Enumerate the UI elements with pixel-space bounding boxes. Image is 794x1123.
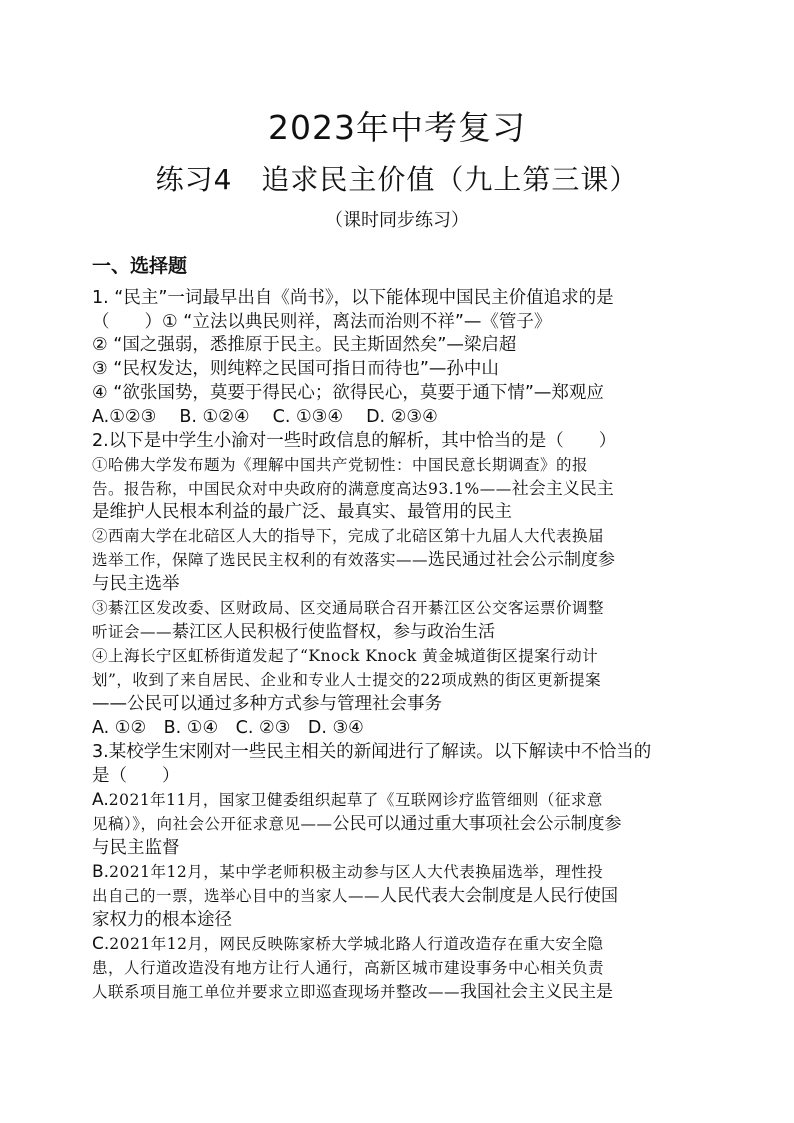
question-3-option-a-analysis: 与民主监督 — [92, 838, 180, 858]
question-3-stem-cont: 是（ ） — [92, 766, 180, 786]
question-2-item-4-text-cont: 划”，收到了来自居民、企业和专业人士提交的22项成熟的街区更新提案 — [92, 671, 602, 689]
question-1-choices: A.①②③ B. ①②④ C. ①③④ D. ②③④ — [92, 407, 438, 427]
question-2-item-1-analysis: 是维护人民根本利益的最广泛、最真实、最管用的民主 — [92, 502, 512, 522]
question-3-option-a-cont — [92, 812, 698, 836]
question-2-item-2-text-cont — [92, 548, 698, 572]
question-3-option-b — [92, 860, 698, 884]
question-2-item-3-text-cont — [92, 620, 698, 644]
question-3-option-c-cont: 患，人行道改造没有地方让行人通行，高新区城市建设事务中心相关负责 — [92, 959, 605, 977]
option-analysis: 我国社会主义民主是 — [460, 982, 614, 1002]
question-2-item-1-text-cont — [92, 477, 698, 501]
question-3-option-c-cont-2 — [92, 980, 698, 1004]
option-text: 人联系项目施工单位并要求立即巡查现场并整改—— — [92, 983, 461, 1001]
document-title: 2023年中考复习 — [268, 108, 526, 147]
question-2-stem: 2.以下是中学生小渝对一些时政信息的解析，其中恰当的是（ ） — [92, 431, 617, 451]
option-text: 见稿）》，向社会公开征求意见—— — [92, 815, 333, 833]
question-1-stem: 1. “民主”一词最早出自《尚书》，以下能体现中国民主价值追求的是 — [92, 288, 614, 308]
question-1-option-1: （ ）① “立法以典民则祥，离法而治则不祥”—《管子》 — [92, 312, 552, 332]
option-letter: C. — [92, 934, 110, 954]
exercise-title: 练习4 追求民主价值（九上第三课） — [155, 163, 639, 196]
question-3-option-a — [92, 788, 698, 812]
section-heading: 一、选择题 — [92, 255, 188, 277]
question-2-item-3-text: ③綦江区发改委、区财政局、区交通局联合召开綦江区公交客运票价调整 — [92, 599, 605, 617]
option-letter: B. — [92, 862, 110, 882]
question-2-item-4-analysis: ——公民可以通过多种方式参与管理社会事务 — [92, 694, 442, 714]
option-analysis: 人民代表大会制度是人民行使国 — [380, 886, 619, 906]
item-text: 告。报告称，中国民众对中央政府的满意度高达93.1%—— — [92, 480, 512, 498]
question-1-option-3: ③ “民权发达，则纯粹之民国可指日而待也”—孙中山 — [92, 359, 499, 379]
question-3-option-b-cont — [92, 884, 698, 908]
item-analysis: 綦江区人民积极行使监督权，参与政治生活 — [172, 622, 496, 642]
question-2-item-1-text: ①哈佛大学发布题为《理解中国共产党韧性：中国民意长期调查》的报 — [92, 456, 589, 474]
question-2-item-2-text: ②西南大学在北碚区人大的指导下，完成了北碚区第十九届人大代表换届 — [92, 527, 605, 545]
item-analysis: 选民通过社会公示制度参 — [428, 550, 616, 570]
question-2-choices: A. ①② B. ①④ C. ②③ D. ③④ — [92, 718, 364, 738]
option-letter: A. — [92, 790, 109, 810]
question-1-option-4: ④ “欲张国势，莫要于得民心；欲得民心，莫要于通下情”—郑观应 — [92, 383, 604, 403]
option-analysis: 公民可以通过重大事项社会公示制度参 — [332, 814, 622, 834]
option-text: 2021年11月，国家卫健委组织起草了《互联网诊疗监管细则（征求意 — [108, 791, 603, 809]
item-text: 选举工作，保障了选民民主权利的有效落实—— — [92, 551, 429, 569]
option-text: 2021年12月，某中学老师积极主动参与区人大代表换届选举，理性投 — [109, 863, 604, 881]
option-text: 2021年12月，网民反映陈家桥大学城北路人行道改造存在重大安全隐 — [109, 935, 604, 953]
question-3-option-c — [92, 932, 698, 956]
exercise-note: （课时同步练习） — [325, 210, 469, 231]
question-2-item-2-analysis: 与民主选举 — [92, 574, 180, 594]
question-2-item-4-text: ④上海长宁区虹桥街道发起了“Knock Knock 黄金城道街区提案行动计 — [92, 647, 599, 665]
option-text: 出自己的一票，选举心目中的当家人—— — [92, 887, 381, 905]
question-3-stem: 3.某校学生宋刚对一些民主相关的新闻进行了解读。以下解读中不恰当的 — [92, 742, 652, 762]
item-text: 听证会—— — [92, 623, 173, 641]
item-analysis: 社会主义民主 — [511, 479, 614, 499]
question-1-option-2: ② “国之强弱，悉推原于民主。民主斯固然矣”—梁启超 — [92, 335, 517, 355]
question-3-option-b-analysis: 家权力的根本途径 — [92, 910, 232, 930]
